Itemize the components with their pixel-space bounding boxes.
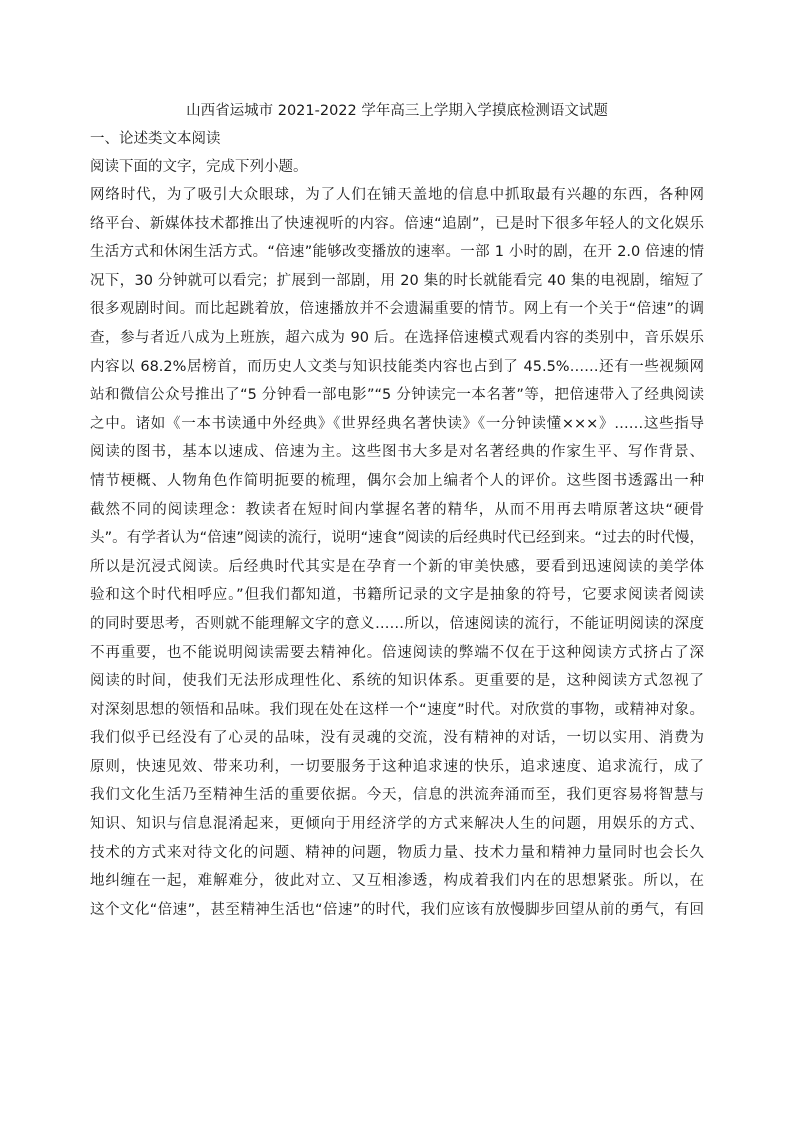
document-content [90, 97, 704, 924]
section-heading: 一、论述类文本阅读 [90, 131, 221, 147]
passage-line: 况下，30 分钟就可以看完；扩展到一部剧，用 20 集的时长就能看完 40 集的电视剧，缩短了 [90, 272, 704, 289]
passage-line: 不再重要，也不能说明阅读需要去精神化。倍速阅读的弊端不仅在于这种阅读方式挤占了深 [90, 644, 704, 661]
passage-line: 阅读的时间，使我们无法形成理性化、系统的知识体系。更重要的是，这种阅读方式忽视了 [90, 673, 704, 690]
reading-instruction: 阅读下面的文字，完成下列小题。 [90, 159, 308, 175]
reading-passage [90, 181, 704, 924]
passage-line: 网络时代，为了吸引大众眼球，为了人们在铺天盖地的信息中抓取最有兴趣的东西，各种网 [90, 187, 704, 203]
passage-line: 技术的方式来对待文化的问题、精神的问题，物质力量、技术力量和精神力量同时也会长久 [90, 844, 704, 861]
passage-line: 很多观剧时间。而比起跳着放，倍速播放并不会遗漏重要的情节。网上有一个关于“倍速”的调 [90, 301, 704, 318]
passage-line: 络平台、新媒体技术都推出了快速视听的内容。倍速“追剧”，已是时下很多年轻人的文化娱乐 [90, 215, 704, 232]
passage-line: 内容以 68.2%居榜首，而历史人文类与知识技能类内容也占到了 45.5%……还有一些视频网 [90, 358, 704, 375]
passage-line: 截然不同的阅读理念：教读者在短时间内掌握名著的精华，从而不用再去啃原著这块“硬骨 [90, 501, 704, 518]
passage-line: 之中。诸如《一本书读通中外经典》《世界经典名著快读》《一分钟读懂×××》……这些指导 [90, 415, 704, 432]
passage-line: 的同时要思考，否则就不能理解文字的意义……所以，倍速阅读的流行，不能证明阅读的深度 [90, 615, 704, 632]
passage-line: 头”。有学者认为“倍速”阅读的流行，说明“速食”阅读的后经典时代已经到来。“过去的时代慢， [90, 530, 704, 547]
passage-line: 阅读的图书，基本以速成、倍速为主。这些图书大多是对名著经典的作家生平、写作背景、 [90, 444, 704, 461]
passage-line: 知识、知识与信息混淆起来，更倾向于用经济学的方式来解决人生的问题，用娱乐的方式、 [90, 816, 704, 833]
passage-line: 验和这个时代相呼应。”但我们都知道，书籍所记录的文字是抽象的符号，它要求阅读者阅读 [90, 587, 704, 604]
passage-line: 查，参与者近八成为上班族，超六成为 90 后。在选择倍速模式观看内容的类别中，音乐娱乐 [90, 329, 704, 346]
passage-line: 我们似乎已经没有了心灵的品味，没有灵魂的交流，没有精神的对话，一切以实用、消费为 [90, 730, 704, 747]
passage-line: 所以是沉浸式阅读。后经典时代其实是在孕育一个新的审美快感，要看到迅速阅读的美学体 [90, 558, 704, 575]
passage-line: 站和微信公众号推出了“5 分钟看一部电影”“5 分钟读完一本名著”等，把倍速带入了经典阅读 [90, 387, 704, 404]
passage-line: 这个文化“倍速”，甚至精神生活也“倍速”的时代，我们应该有放慢脚步回望从前的勇气，有回 [90, 901, 704, 918]
passage-line: 地纠缠在一起，难解难分，彼此对立、又互相渗透，构成着我们内在的思想紧张。所以，在 [90, 873, 704, 890]
passage-line: 生活方式和休闲生活方式。“倍速”能够改变播放的速率。一部 1 小时的剧，在开 2.0 倍速的情 [90, 244, 704, 261]
passage-line: 对深刻思想的领悟和品味。我们现在处在这样一个“速度”时代。对欣赏的事物，或精神对象。 [90, 701, 704, 718]
document-title: 山西省运城市 2021-2022 学年高三上学期入学摸底检测语文试题 [186, 103, 608, 119]
passage-line: 情节梗概、人物角色作简明扼要的梳理，偶尔会加上编者个人的评价。这些图书透露出一种 [90, 472, 704, 489]
passage-line: 我们文化生活乃至精神生活的重要依据。今天，信息的洪流奔涌而至，我们更容易将智慧与 [90, 787, 704, 804]
passage-line: 原则，快速见效、带来功利，一切要服务于这种追求速的快乐，追求速度、追求流行，成了 [90, 758, 704, 775]
